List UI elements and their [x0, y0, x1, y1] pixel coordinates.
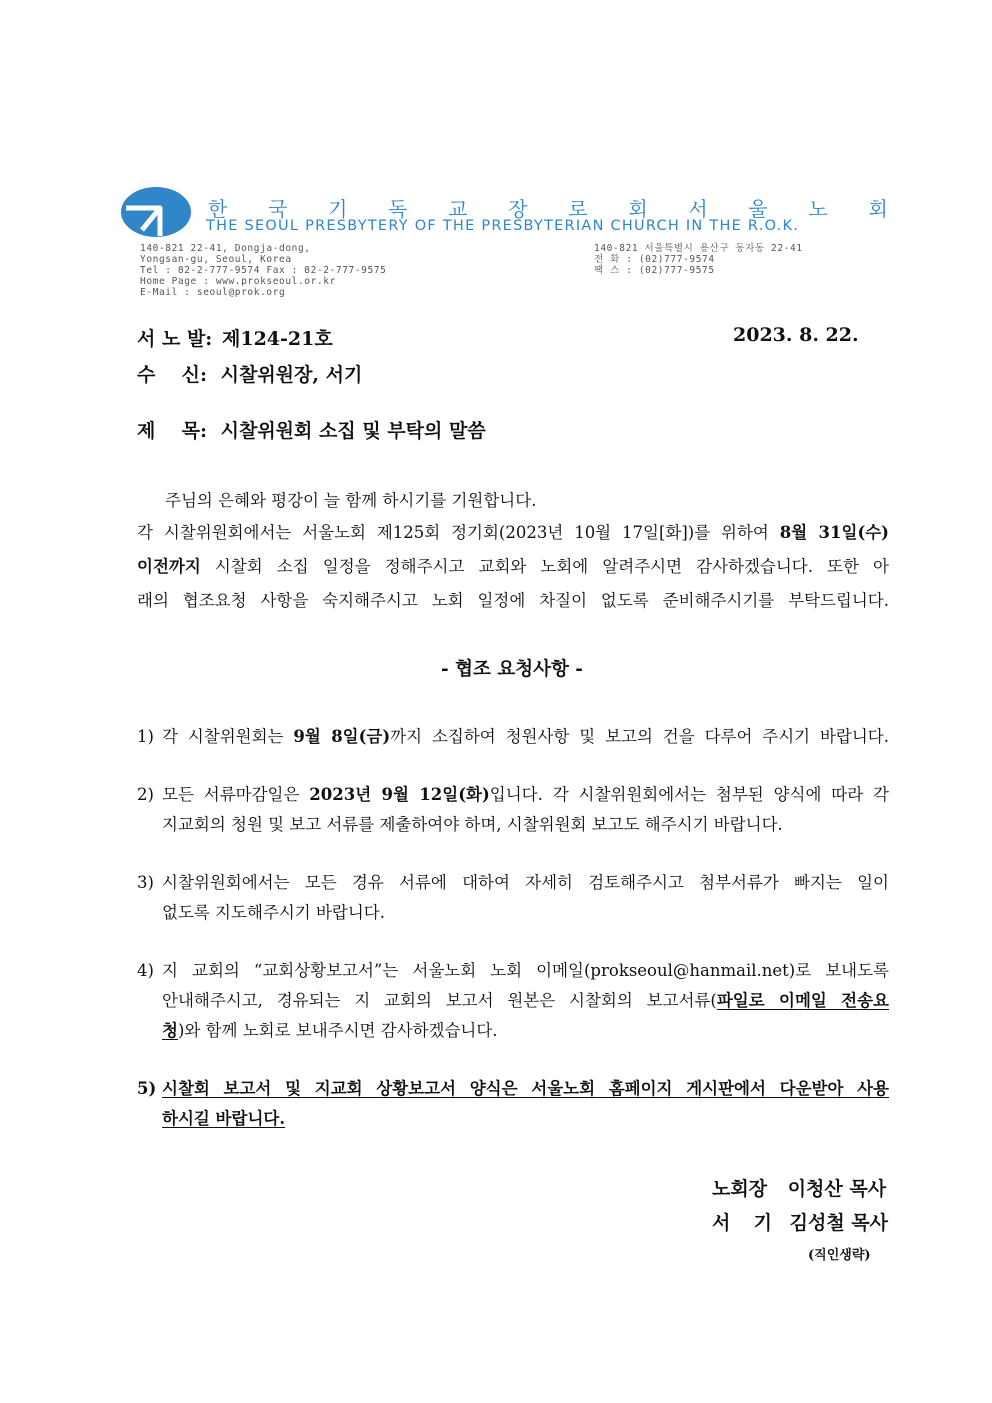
moderator-name: 이청산 목사: [787, 1178, 887, 1200]
section-title: - 협조 요청사항 -: [441, 659, 583, 680]
item-number: 1): [137, 727, 154, 746]
recipient-field: [137, 360, 362, 387]
org-name-char: 독: [388, 197, 408, 221]
recipient-label: 수 신:: [137, 364, 207, 386]
request-item-1: [137, 722, 889, 752]
org-name-char: 회: [628, 197, 648, 221]
item-text: 모든 서류마감일은 2023년 9월 12일(화)입니다. 각 시찰위원회에서는 첨부된 양식에 따라 각: [162, 785, 889, 804]
org-name-char: 노: [808, 197, 828, 221]
intro-paragraph: [137, 516, 889, 618]
item-number: 2): [137, 785, 154, 804]
item-text: 청)와 함께 노회로 보내주시면 감사하겠습니다.: [162, 1021, 498, 1040]
request-item-2: [137, 780, 889, 840]
org-name-char: 서: [688, 197, 708, 221]
subject-label: 제 목:: [137, 420, 207, 442]
item-number: 5): [137, 1079, 157, 1098]
address-korean: [594, 243, 803, 276]
address-line: 팩 스 : (02)777-9575: [594, 265, 715, 276]
item-text: 시찰회 보고서 및 지교회 상황보고서 양식은 서울노회 홈페이지 게시판에서 다운받아 사용: [162, 1079, 889, 1098]
org-name-char: 장: [508, 197, 528, 221]
address-line: Yongsan-gu, Seoul, Korea: [140, 254, 292, 265]
org-name-english: THE SEOUL PRESBYTERY OF THE PRESBYTERIAN CHURCH IN THE R.O.K.: [206, 218, 800, 234]
presbytery-logo-icon: [120, 186, 192, 238]
clerk-signature: [712, 1208, 888, 1235]
clerk-name: 김성철 목사: [789, 1212, 889, 1234]
address-english: [140, 243, 386, 298]
org-name-char: 교: [448, 197, 468, 221]
request-item-5: [137, 1074, 889, 1134]
paragraph-line: 각 시찰위원회에서는 서울노회 제125회 정기회(2023년 10월 17일[화])를 위하여 8월 31일(수): [137, 523, 889, 542]
item-number: 3): [137, 873, 154, 892]
address-line: Tel : 82-2-777-9574 Fax : 82-2-777-9575: [140, 265, 387, 276]
item-text: 하시길 바랍니다.: [162, 1109, 286, 1128]
document-number: 제124-21호: [222, 328, 333, 350]
item-text: 각 시찰위원회는 9월 8일(금)까지 소집하여 청원사항 및 보고의 건을 다루어 주시기 바랍니다.: [162, 727, 889, 746]
subject-field: [137, 416, 486, 443]
subject-value: 시찰위원회 소집 및 부탁의 말씀: [220, 420, 486, 442]
org-name-char: 울: [748, 197, 768, 221]
item-text: 안내해주시고, 경유되는 지 교회의 보고서 원본은 시찰회의 보고서류(파일로 이메일 전송요: [162, 991, 889, 1010]
document-number-field: [137, 324, 333, 351]
item-text: 시찰위원회에서는 모든 경유 서류에 대하여 자세히 검토해주시고 첨부서류가 빠지는 일이: [162, 873, 889, 892]
org-name-char: 국: [268, 197, 288, 221]
paragraph-line: 래의 협조요청 사항을 숙지해주시고 노회 일정에 차질이 없도록 준비해주시기를 부탁드립니다.: [137, 591, 889, 610]
address-line: 전 화 : (02)777-9574: [594, 254, 715, 265]
request-item-3: [137, 868, 889, 928]
address-line: 140-821 서울특별시 용산구 동자동 22-41: [594, 243, 803, 254]
paragraph-line: 이전까지 시찰회 소집 일정을 정해주시고 교회와 노회에 알려주시면 감사하겠습니다. 또한 아: [137, 557, 889, 576]
moderator-signature: [712, 1174, 886, 1201]
item-text: 지교회의 청원 및 보고 서류를 제출하여야 하며, 시찰위원회 보고도 해주시기 바랍니다.: [162, 815, 783, 834]
item-text: 없도록 지도해주시기 바랍니다.: [162, 903, 385, 922]
recipient-value: 시찰위원장, 서기: [220, 364, 363, 386]
request-item-4: [137, 956, 889, 1046]
org-name-char: 기: [328, 197, 348, 221]
item-number: 4): [137, 961, 154, 980]
clerk-title: 서 기: [712, 1212, 772, 1234]
org-name-char: 회: [868, 197, 888, 221]
address-line: 140-821 22-41, Dongja-dong,: [140, 243, 311, 254]
document-date: 2023. 8. 22.: [733, 324, 859, 346]
seal-omitted-note: (직인생략): [808, 1248, 871, 1263]
item-text: 지 교회의 “교회상황보고서”는 서울노회 노회 이메일(prokseoul@hanmail.net)로 보내도록: [162, 961, 889, 980]
moderator-title: 노회장: [712, 1178, 768, 1200]
org-name-char: 한: [208, 197, 228, 221]
org-name-char: 로: [568, 197, 588, 221]
document-number-label: 서 노 발:: [137, 328, 213, 350]
address-line: Home Page : www.prokseoul.or.kr: [140, 276, 336, 287]
address-line: E-Mail : seoul@prok.org: [140, 287, 286, 298]
greeting-text: 주님의 은혜와 평강이 늘 함께 하시기를 기원합니다.: [165, 491, 537, 510]
